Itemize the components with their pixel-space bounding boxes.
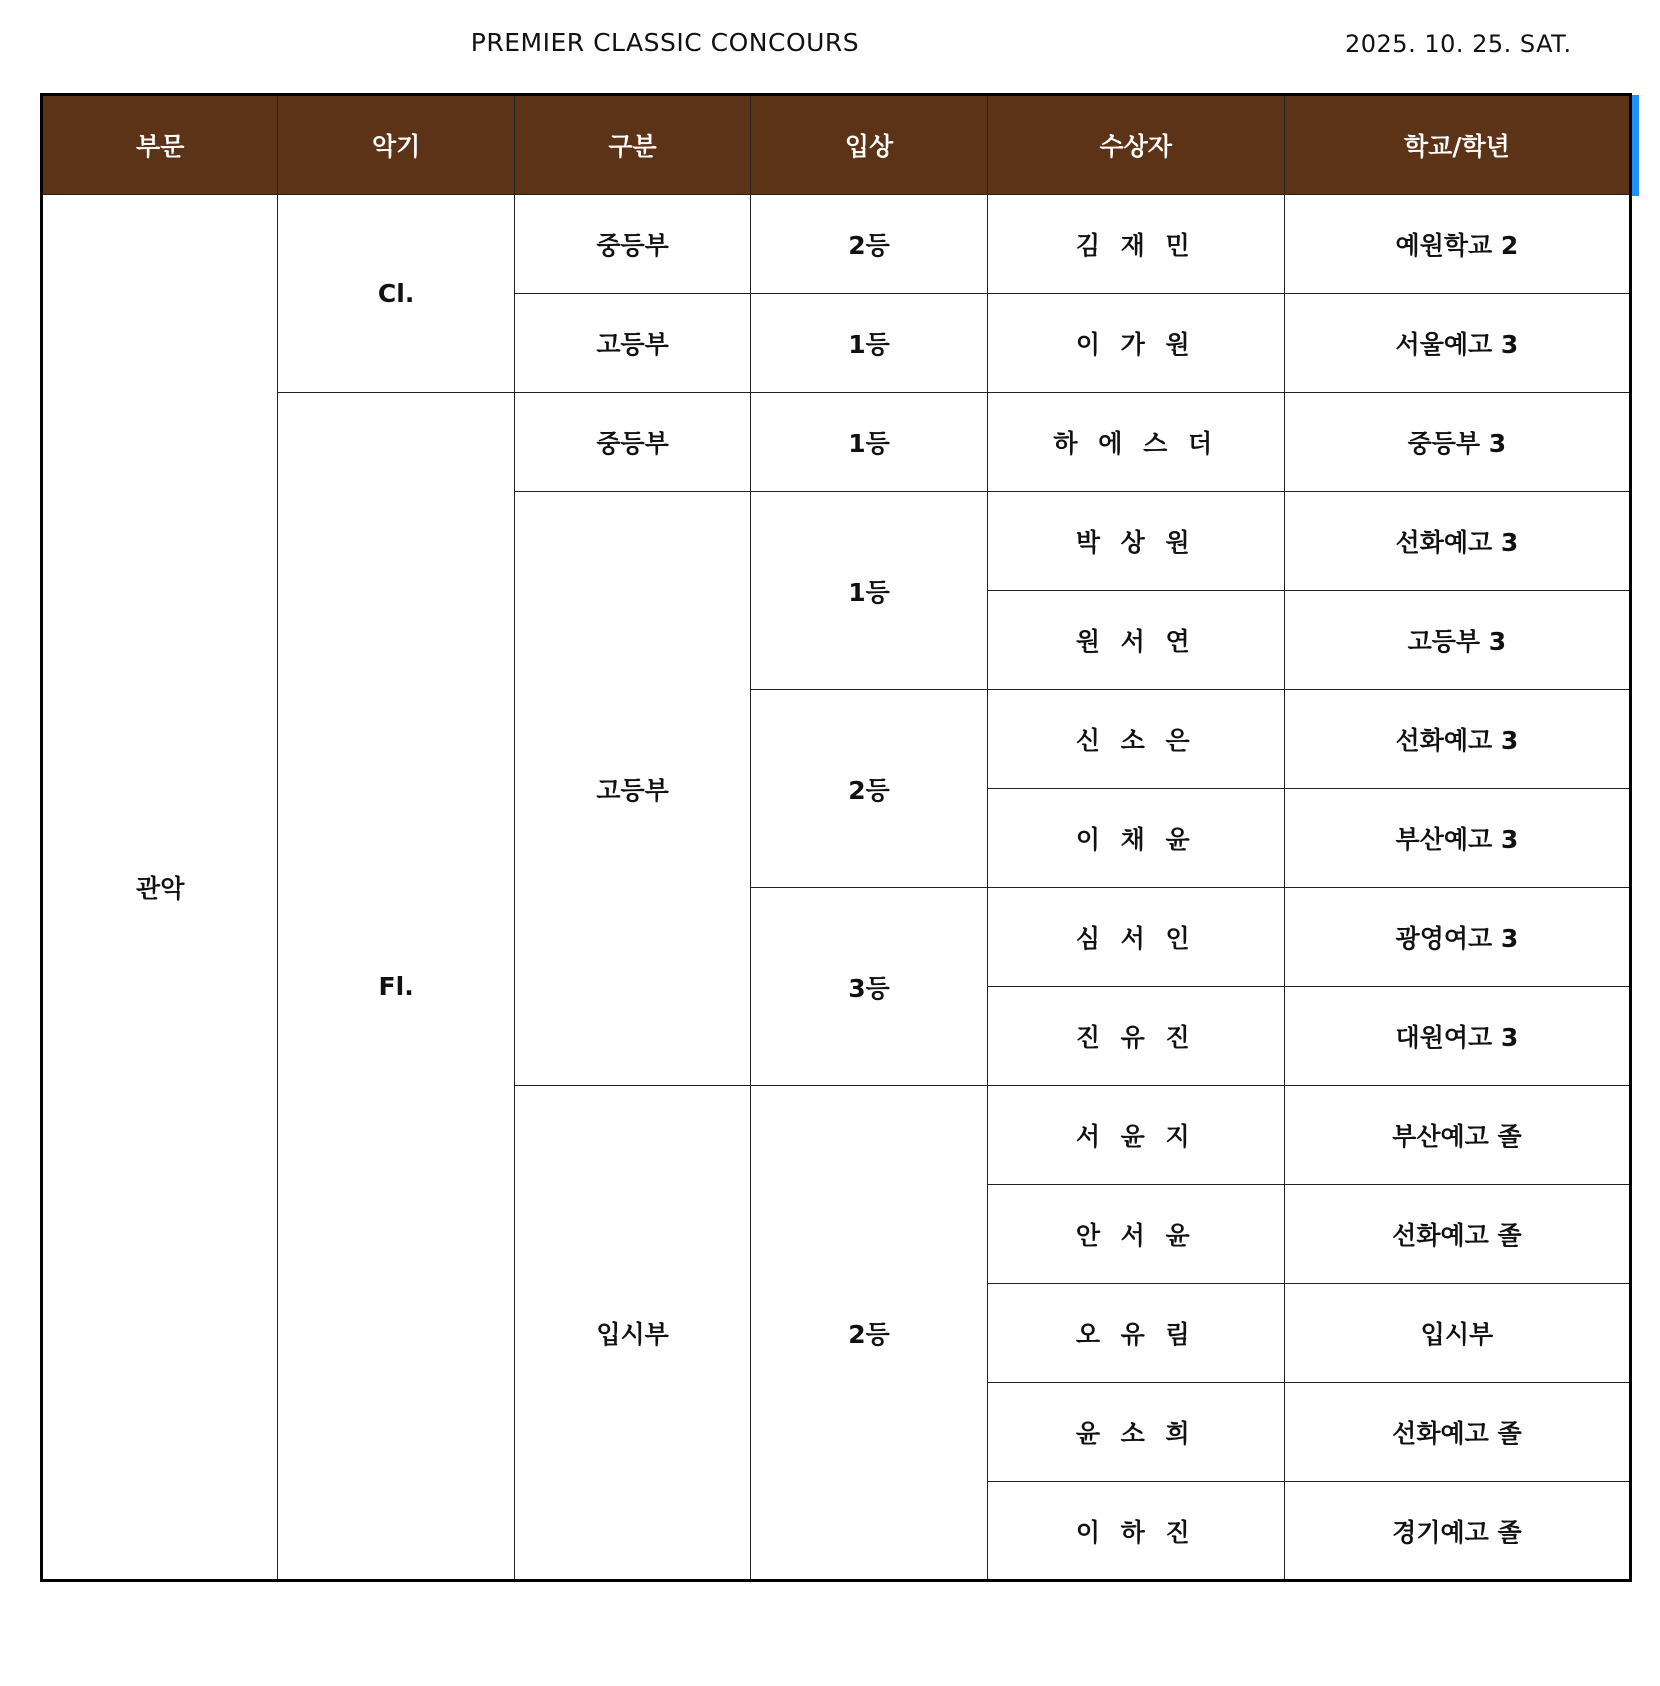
- winner-name: 원 서 연: [987, 591, 1284, 690]
- group-cell: 입시부: [514, 1086, 750, 1581]
- group-cell: 중등부: [514, 195, 750, 294]
- award-cell: 2등: [751, 195, 987, 294]
- results-table: [40, 93, 1632, 1582]
- school-grade: 부산예고 3: [1284, 789, 1630, 888]
- winner-name: 윤 소 희: [987, 1383, 1284, 1482]
- award-cell: 1등: [751, 492, 987, 690]
- division-cell: 관악: [42, 195, 278, 1581]
- school-grade: 대원여고 3: [1284, 987, 1630, 1086]
- group-cell: 고등부: [514, 492, 750, 1086]
- group-cell: 고등부: [514, 294, 750, 393]
- award-cell: 2등: [751, 690, 987, 888]
- instrument-cell: Fl.: [278, 393, 514, 1581]
- winner-name: 심 서 인: [987, 888, 1284, 987]
- winner-name: 신 소 은: [987, 690, 1284, 789]
- winner-name: 오 유 림: [987, 1284, 1284, 1383]
- winner-name: 안 서 윤: [987, 1185, 1284, 1284]
- award-cell: 2등: [751, 1086, 987, 1581]
- winner-name: 이 하 진: [987, 1482, 1284, 1581]
- school-grade: 선화예고 졸: [1284, 1185, 1630, 1284]
- concours-title: PREMIER CLASSIC CONCOURS: [470, 28, 860, 57]
- winner-name: 진 유 진: [987, 987, 1284, 1086]
- school-grade: 부산예고 졸: [1284, 1086, 1630, 1185]
- instrument-cell: Cl.: [278, 195, 514, 393]
- column-header-school-grade: 학교/학년: [1284, 95, 1630, 195]
- school-grade: 서울예고 3: [1284, 294, 1630, 393]
- header-row: [42, 95, 1631, 195]
- award-cell: 3등: [751, 888, 987, 1086]
- school-grade: 입시부: [1284, 1284, 1630, 1383]
- school-grade: 예원학교 2: [1284, 195, 1630, 294]
- winner-name: 이 채 윤: [987, 789, 1284, 888]
- winner-name: 서 윤 지: [987, 1086, 1284, 1185]
- school-grade: 고등부 3: [1284, 591, 1630, 690]
- winner-name: 김 재 민: [987, 195, 1284, 294]
- column-header-group: 구분: [514, 95, 750, 195]
- column-header-award: 입상: [751, 95, 987, 195]
- winner-name: 이 가 원: [987, 294, 1284, 393]
- event-date: 2025. 10. 25. SAT.: [1345, 30, 1572, 58]
- winner-name: 박 상 원: [987, 492, 1284, 591]
- school-grade: 중등부 3: [1284, 393, 1630, 492]
- table-row: [42, 393, 1631, 492]
- table-row: [42, 195, 1631, 294]
- column-header-instrument: 악기: [278, 95, 514, 195]
- school-grade: 선화예고 3: [1284, 690, 1630, 789]
- school-grade: 선화예고 졸: [1284, 1383, 1630, 1482]
- group-cell: 중등부: [514, 393, 750, 492]
- school-grade: 경기예고 졸: [1284, 1482, 1630, 1581]
- award-cell: 1등: [751, 393, 987, 492]
- column-header-winner: 수상자: [987, 95, 1284, 195]
- award-cell: 1등: [751, 294, 987, 393]
- school-grade: 선화예고 3: [1284, 492, 1630, 591]
- winner-name: 하 에 스 더: [987, 393, 1284, 492]
- column-header-division: 부문: [42, 95, 278, 195]
- school-grade: 광영여고 3: [1284, 888, 1630, 987]
